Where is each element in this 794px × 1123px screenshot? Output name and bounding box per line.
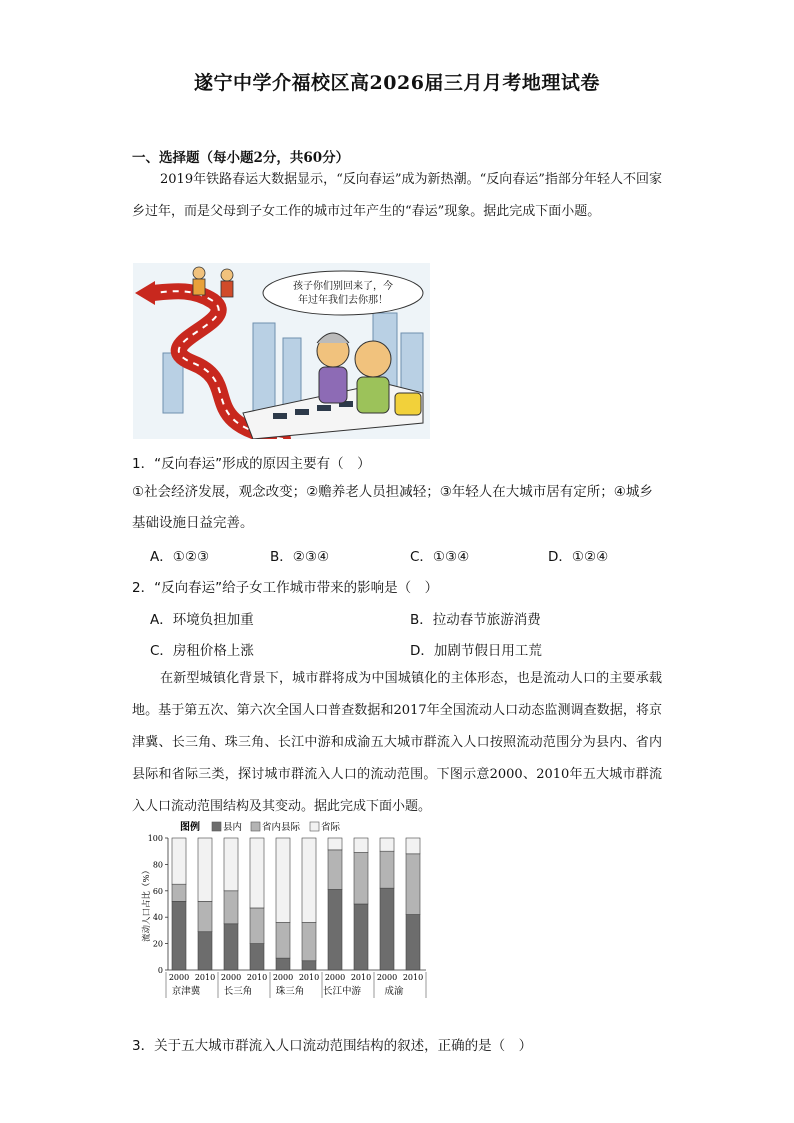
y-tick-label-1: 20 [152, 939, 163, 949]
bar-5-0 [302, 961, 316, 970]
exam-title: 遂宁中学介福校区高2026届三月月考地理试卷 [194, 72, 600, 94]
x-tick-label-0: 2000 [168, 973, 190, 982]
legend-swatch-1 [251, 822, 260, 831]
passage-1: 2019年铁路春运大数据显示，“反向春运”成为新热潮。“反向春运”指部分年轻人不回家乡过年，而是父母到子女工作的城市过年产生的“春运”现象。据此完成下面小题。 [132, 172, 662, 219]
passage-2: 在新型城镇化背景下，城市群将成为中国城镇化的主体形态，也是流动人口的主要承载地。基于第五次、第六次全国人口普查数据和2017年全国流动人口动态监测调查数据，将京津冀、长三角、珠三角、长江中游和成渝五大城市群流入人口按照流动范围分为县内、省内县际和省际三类，探讨城市群流入人口的流动范围。下图示意2000、2010年五大城市群流入人口流动范围结构及其变动。据此完成下面小题。 [132, 671, 662, 814]
question-3-stem: 3．关于五大城市群流入人口流动范围结构的叙述，正确的是（ ） [132, 1038, 533, 1054]
bar-0-0 [172, 901, 186, 970]
legend-label-0: 县内 [223, 822, 243, 833]
legend-label-2: 省际 [321, 822, 341, 833]
bar-2-2 [224, 838, 238, 891]
group-label-3: 长江中游 [322, 986, 362, 997]
reverse-spring-travel-cartoon [133, 263, 430, 439]
bar-9-2 [406, 838, 420, 854]
bar-2-1 [224, 891, 238, 924]
question-1-option-a[interactable]: A．①②③ [150, 549, 210, 565]
bar-0-2 [172, 838, 186, 884]
group-label-0: 京津冀 [171, 986, 201, 997]
bar-0-1 [172, 884, 186, 901]
group-label-2: 珠三角 [275, 986, 305, 997]
bar-3-2 [250, 838, 264, 908]
question-2-option-a[interactable]: A．环境负担加重 [150, 612, 254, 628]
question-2-option-c[interactable]: C．房租价格上涨 [150, 643, 254, 659]
migration-range-chart [140, 818, 440, 1000]
question-2-option-b[interactable]: B．拉动春节旅游消费 [410, 612, 541, 628]
x-tick-label-6: 2000 [324, 973, 346, 982]
x-tick-label-5: 2010 [298, 973, 320, 982]
bar-4-0 [276, 958, 290, 970]
bar-1-0 [198, 932, 212, 970]
y-tick-label-2: 40 [152, 913, 163, 923]
bar-7-0 [354, 904, 368, 970]
question-1-option-c[interactable]: C．①③④ [410, 549, 470, 565]
x-tick-label-1: 2010 [194, 973, 216, 982]
bar-3-0 [250, 944, 264, 970]
x-tick-label-2: 2000 [220, 973, 242, 982]
bar-1-1 [198, 901, 212, 931]
legend-swatch-0 [212, 822, 221, 831]
x-tick-label-7: 2010 [350, 973, 372, 982]
bar-7-1 [354, 853, 368, 904]
bar-5-2 [302, 838, 316, 922]
group-label-1: 长三角 [223, 986, 253, 997]
bar-7-2 [354, 838, 368, 853]
bar-8-1 [380, 851, 394, 888]
bar-6-1 [328, 850, 342, 890]
section-heading: 一、选择题（每小题2分，共60分） [132, 150, 350, 166]
question-1-option-d[interactable]: D．①②④ [548, 549, 609, 565]
bar-8-2 [380, 838, 394, 851]
bar-9-0 [406, 915, 420, 970]
y-tick-label-0: 0 [157, 966, 163, 975]
question-1-option-b[interactable]: B．②③④ [270, 549, 330, 565]
bar-9-1 [406, 854, 420, 915]
x-tick-label-9: 2010 [402, 973, 424, 982]
question-2-stem: 2．“反向春运”给子女工作城市带来的影响是（ ） [132, 580, 439, 596]
legend-label-1: 省内县际 [262, 822, 301, 833]
bar-4-2 [276, 838, 290, 922]
question-1-stem: 1．“反向春运”形成的原因主要有（ ） [132, 456, 371, 472]
legend-title: 图例 [180, 822, 200, 833]
bar-6-2 [328, 838, 342, 850]
bar-4-1 [276, 922, 290, 958]
y-tick-label-5: 100 [147, 834, 163, 843]
bar-2-0 [224, 924, 238, 970]
bar-3-1 [250, 908, 264, 944]
x-tick-label-4: 2000 [272, 973, 294, 982]
y-tick-label-3: 60 [152, 886, 163, 896]
bar-1-2 [198, 838, 212, 901]
bar-6-0 [328, 889, 342, 970]
y-tick-label-4: 80 [152, 860, 163, 870]
question-1-statements: ①社会经济发展，观念改变；②赡养老人员担减轻；③年轻人在大城市居有定所；④城乡基础设施日益完善。 [132, 484, 653, 531]
cartoon-bubble-line-2: 年过年我们去你那！ [298, 295, 388, 306]
bar-5-1 [302, 922, 316, 960]
y-axis-label: 流动人口占比（%） [142, 865, 152, 943]
bar-8-0 [380, 888, 394, 970]
x-tick-label-3: 2010 [246, 973, 268, 982]
question-2-option-d[interactable]: D．加剧节假日用工荒 [410, 643, 542, 659]
cartoon-bubble-line-1: 孩子你们别回来了，今 [293, 281, 393, 292]
x-tick-label-8: 2000 [376, 973, 398, 982]
group-label-4: 成渝 [384, 986, 404, 997]
legend-swatch-2 [310, 822, 319, 831]
